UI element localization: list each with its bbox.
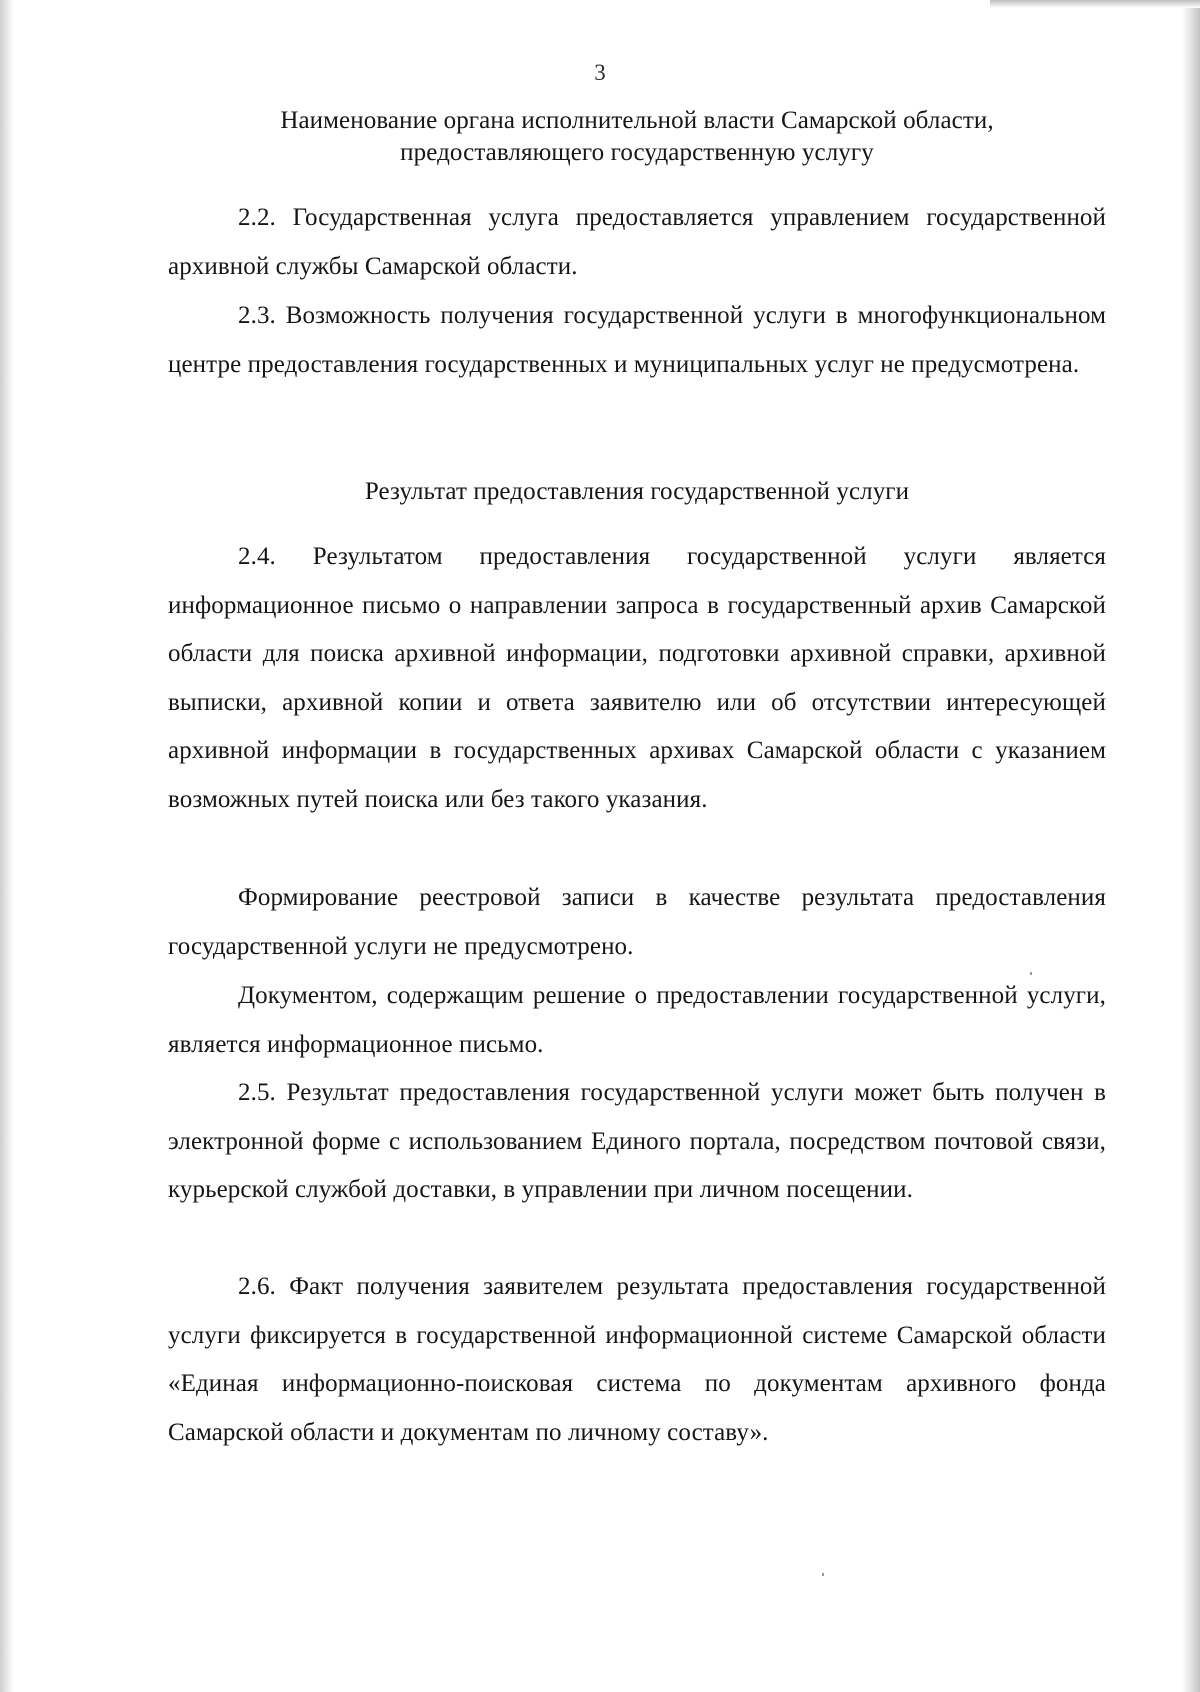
paragraph-2-2: 2.2. Государственная услуга предоставляется управлением государственной архивной службы Самарской области. (168, 204, 1106, 280)
scan-edge-top (990, 0, 1200, 8)
section-heading-organ (168, 105, 1106, 169)
page-number: 3 (594, 60, 606, 85)
heading-line: предоставляющего государственную услугу (400, 139, 874, 166)
section-heading-result: Результат предоставления государственной услуги (364, 478, 910, 505)
paragraph-registry: Формирование реестровой записи в качестве результата предоставления государственной услуги не предусмотрено. (168, 884, 1106, 960)
paragraph-2-5: 2.5. Результат предоставления государственной услуги может быть получен в электронной форме с использованием Единого портала, посредством почтовой связи, курьерской службой доставки, в управлении при личном посещении. (168, 1079, 1106, 1203)
paragraph-2-3: 2.3. Возможность получения государственной услуги в многофункциональном центре предоставления государственных и муниципальных услуг не предусмотрена. (168, 302, 1106, 378)
paragraph-document: Документом, содержащим решение о предоставлении государственной услуги, является информационное письмо. (168, 982, 1106, 1058)
heading-line: Наименование органа исполнительной власти Самарской области, (280, 107, 994, 134)
scan-speck (822, 1573, 824, 1576)
scan-edge-left (0, 0, 14, 1692)
paragraph-2-4: 2.4. Результатом предоставления государственной услуги является информационное письмо о направлении запроса в государственный архив Самарской области для поиска архивной информации, подготовки архивной справки, архивной выписки, архивной копии и ответа заявителю или об отсутствии интересующей архивной информации в государственных архивах Самарской области с указанием возможных путей поиска или без такого указания. (168, 543, 1106, 813)
scan-edge-right (1182, 0, 1200, 1692)
paragraph-2-6: 2.6. Факт получения заявителем результата предоставления государственной услуги фиксируется в государственной информационной системе Самарской области «Единая информационно-поисковая система по документам архивного фонда Самарской области и документам по личному составу». (168, 1273, 1106, 1446)
